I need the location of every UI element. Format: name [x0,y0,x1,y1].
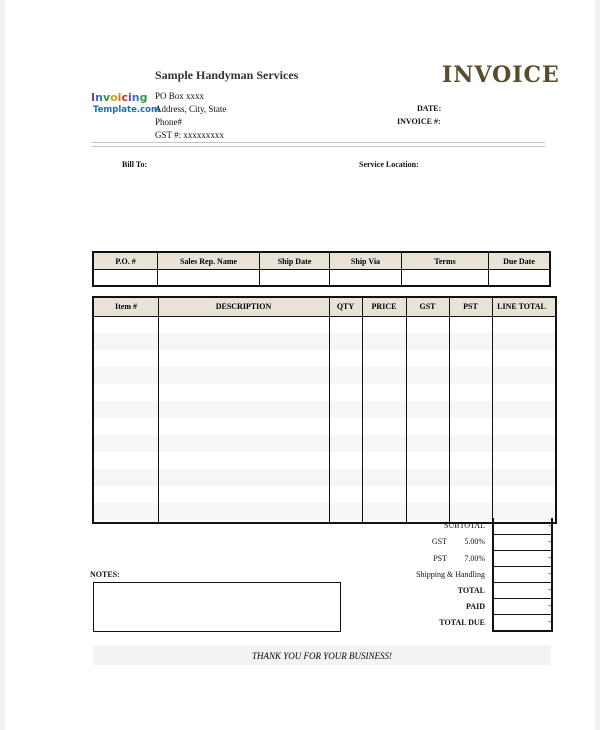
company-address-line: PO Box xxxx [155,91,205,101]
column-divider [449,298,450,522]
order-info-value-row [93,270,550,287]
pst-value: - [494,550,551,567]
po-number-cell[interactable] [93,270,158,287]
service-location-label: Service Location: [359,160,419,169]
column-divider [406,298,407,522]
gst-rate: 5.00% [464,537,485,546]
notes-label: NOTES: [90,570,120,579]
po-number-header: P.O. # [93,252,158,270]
column-divider [158,298,159,522]
column-divider [492,298,493,522]
gst-header: GST [419,302,436,311]
date-label: DATE: [417,104,442,113]
total-value: - [494,582,551,599]
paid-value: - [494,598,551,615]
line-items-table [92,296,557,524]
invoicing-template-logo [91,92,160,116]
paid-label: PAID [466,602,485,611]
table-row [94,503,555,520]
total-due-label: TOTAL DUE [439,618,485,627]
header-divider [92,142,545,143]
thank-you-footer: THANK YOU FOR YOUR BUSINESS! [93,645,551,665]
terms-cell[interactable] [402,270,489,287]
gst-value: - [494,534,551,551]
shipping-label: Shipping & Handling [416,570,485,579]
invoice-title: INVOICE [442,62,560,88]
totals-box [492,518,553,632]
company-address-line: Address, City, State [155,104,227,114]
item-number-header: Item # [115,302,137,311]
invoice-page [5,0,595,730]
company-name: Sample Handyman Services [155,68,299,82]
shipping-value: - [494,566,551,583]
pst-header: PST [463,302,478,311]
due-date-cell[interactable] [489,270,551,287]
notes-field[interactable] [93,582,341,632]
subtotal-label: SUBTOTAL [444,521,485,530]
invoice-number-label: INVOICE #: [397,117,441,126]
bill-to-label: Bill To: [122,160,148,169]
terms-header: Terms [402,252,489,270]
logo-word-2: Template.com [93,105,160,115]
pst-rate: 7.00% [464,554,485,563]
total-label: TOTAL [457,586,485,595]
price-header: PRICE [371,302,397,311]
company-address-line: GST #: xxxxxxxxx [155,130,224,140]
pst-label: PST [433,554,447,563]
logo-word-1: Invoicing [91,91,148,104]
column-divider [362,298,363,522]
ship-date-header: Ship Date [260,252,330,270]
subtotal-value: - [494,518,551,535]
table-row [94,367,555,384]
line-total-header: LINE TOTAL [497,302,546,311]
table-row [94,401,555,418]
sales-rep-header: Sales Rep. Name [158,252,260,270]
table-row [94,469,555,486]
ship-date-cell[interactable] [260,270,330,287]
gst-label: GST [431,537,447,546]
due-date-header: Due Date [489,252,551,270]
total-due-value: - [548,617,551,626]
description-header: DESCRIPTION [215,302,272,311]
column-divider [329,298,330,522]
qty-header: QTY [336,302,355,311]
table-row [94,333,555,350]
order-info-table [92,251,551,287]
header-divider [92,146,545,147]
order-info-header-row [93,252,550,270]
company-address-line: Phone# [155,117,182,127]
table-row [94,435,555,452]
ship-via-cell[interactable] [330,270,402,287]
ship-via-header: Ship Via [330,252,402,270]
sales-rep-cell[interactable] [158,270,260,287]
